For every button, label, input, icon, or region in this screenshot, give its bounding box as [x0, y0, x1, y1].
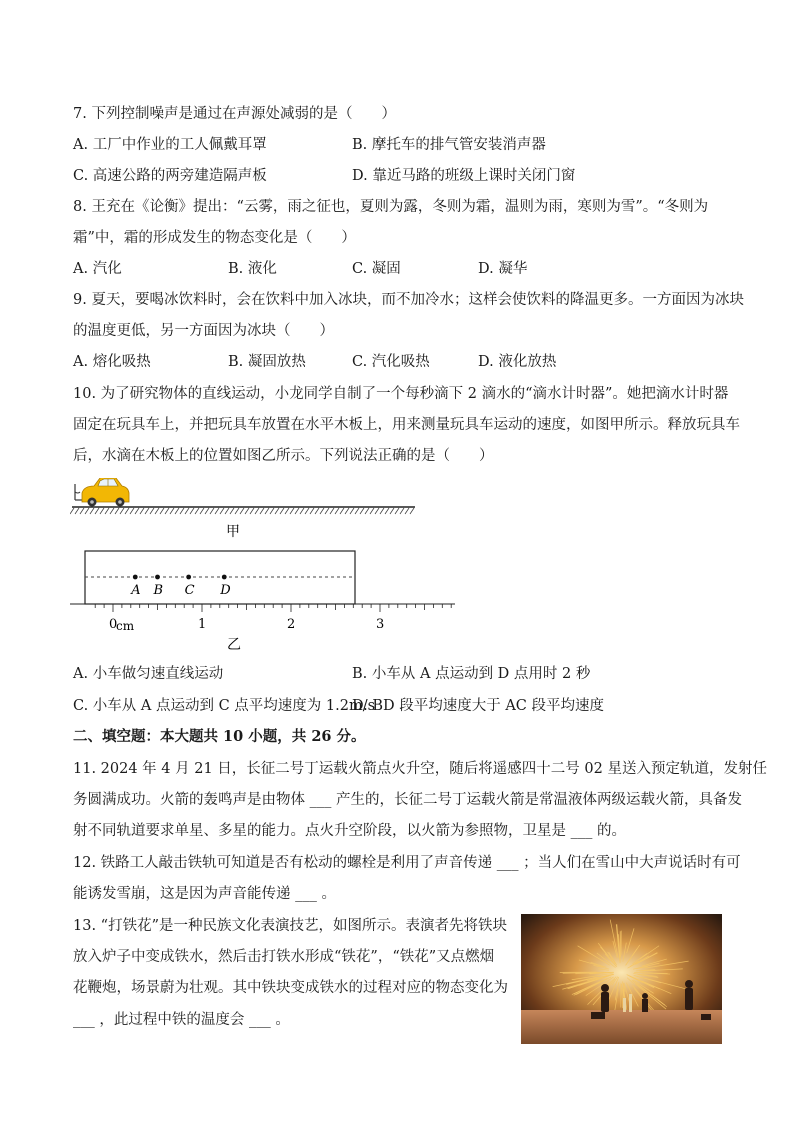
- q10-stem-line3: 后，水滴在木板上的位置如图乙所示。下列说法正确的是（ ）: [73, 448, 494, 464]
- q9-option-b: B. 凝固放热: [228, 354, 306, 370]
- hatch-mark: [230, 508, 234, 514]
- q9-stem-line2: 的温度更低，另一方面因为冰块（ ）: [73, 323, 334, 339]
- q7-option-c: C. 高速公路的两旁建造隔声板: [73, 168, 267, 184]
- hatch-mark: [370, 508, 374, 514]
- hatch-mark: [185, 508, 189, 514]
- water-drop-label: B: [153, 583, 164, 598]
- q13-line2: 放入炉子中变成铁水，然后击打铁水形成“铁花”，“铁花”又点燃烟: [73, 949, 495, 965]
- hatch-mark: [290, 508, 294, 514]
- toy-car-icon: [82, 478, 129, 507]
- hatch-mark: [115, 508, 119, 514]
- q8-option-a: A. 汽化: [73, 261, 122, 277]
- q9-option-c: C. 汽化吸热: [352, 354, 430, 370]
- hatch-mark: [320, 508, 324, 514]
- hatch-mark: [195, 508, 199, 514]
- q8-option-b: B. 液化: [228, 261, 277, 277]
- q9-option-d: D. 液化放热: [478, 354, 557, 370]
- figure-jia-caption: 甲: [226, 524, 240, 540]
- q9-stem-line1: 9. 夏天，要喝冰饮料时，会在饮料中加入冰块，而不加冷水；这样会使饮料的降温更多。一方面因为冰块: [73, 292, 744, 308]
- q8-stem-line2: 霜”中，霜的形成发生的物态变化是（ ）: [73, 230, 356, 246]
- hatch-mark: [85, 508, 89, 514]
- hatch-mark: [140, 508, 144, 514]
- water-drop-label: C: [184, 583, 195, 598]
- water-drop-point: [222, 575, 227, 580]
- figure-jia: [70, 478, 430, 540]
- hatch-mark: [160, 508, 164, 514]
- hatch-mark: [205, 508, 209, 514]
- q7-option-b: B. 摩托车的排气管安装消声器: [352, 137, 546, 153]
- hatch-mark: [360, 508, 364, 514]
- hatch-mark: [70, 508, 74, 514]
- ruler-tick-label: 3: [376, 617, 385, 632]
- hatch-mark: [340, 508, 344, 514]
- hatch-mark: [385, 508, 389, 514]
- ruler-tick-label: 2: [287, 617, 296, 632]
- drip-timer-icon: [75, 484, 82, 500]
- water-drop-label: D: [220, 583, 231, 598]
- hatch-mark: [260, 508, 264, 514]
- hatch-mark: [90, 508, 94, 514]
- q13-line3: 花鞭炮，场景蔚为壮观。其中铁块变成铁水的过程对应的物态变化为: [73, 980, 508, 996]
- figure-yi: [70, 545, 470, 657]
- hatch-mark: [95, 508, 99, 514]
- hatch-mark: [250, 508, 254, 514]
- hatch-mark: [330, 508, 334, 514]
- wooden-board: [70, 507, 415, 514]
- q7-stem: 7. 下列控制噪声是通过在声源处减弱的是（ ）: [73, 106, 396, 122]
- hatch-mark: [350, 508, 354, 514]
- hatch-mark: [125, 508, 129, 514]
- hatch-mark: [120, 508, 124, 514]
- hatch-mark: [130, 508, 134, 514]
- ruler-tick-label: 0: [109, 617, 118, 632]
- hatch-mark: [345, 508, 349, 514]
- q10-stem-line1: 10. 为了研究物体的直线运动，小龙同学自制了一个每秒滴下 2 滴水的“滴水计时器”。她把滴水计时器: [73, 386, 729, 402]
- ruler-unit: cm: [116, 619, 135, 633]
- hatch-mark: [225, 508, 229, 514]
- hatch-mark: [240, 508, 244, 514]
- q11-line3: 射不同轨道要求单星、多星的能力。点火升空阶段，以火箭为参照物，卫星是 ___ 的。: [73, 823, 626, 839]
- q8-option-d: D. 凝华: [478, 261, 528, 277]
- q9-option-a: A. 熔化吸热: [73, 354, 151, 370]
- q8-stem-line1: 8. 王充在《论衡》提出：“云雾，雨之征也，夏则为露，冬则为霜，温则为雨，寒则为雪”。“冬则为: [73, 199, 709, 215]
- q10-option-c: C. 小车从 A 点运动到 C 点平均速度为 1.2m/s: [73, 698, 376, 714]
- hatch-mark: [305, 508, 309, 514]
- hatch-mark: [395, 508, 399, 514]
- section2-heading: 二、填空题：本大题共 10 小题，共 26 分。: [73, 728, 366, 745]
- hatch-mark: [285, 508, 289, 514]
- ruler-tick-label: 1: [198, 617, 207, 632]
- water-drop-point: [186, 575, 191, 580]
- q12-line1: 12. 铁路工人敲击铁轨可知道是否有松动的螺栓是利用了声音传递 ___ ；当人们在雪山中大声说话时有可: [73, 855, 741, 871]
- hatch-mark: [270, 508, 274, 514]
- hatch-mark: [335, 508, 339, 514]
- hatch-mark: [100, 508, 104, 514]
- q7-option-d: D. 靠近马路的班级上课时关闭门窗: [352, 168, 576, 184]
- q12-line2: 能诱发雪崩，这是因为声音能传递 ___ 。: [73, 886, 336, 902]
- hatch-mark: [190, 508, 194, 514]
- hatch-mark: [110, 508, 114, 514]
- hatch-mark: [390, 508, 394, 514]
- q13-line4: ___ ，此过程中铁的温度会 ___ 。: [73, 1012, 290, 1028]
- water-drop-point: [155, 575, 160, 580]
- iron-flower-photo: [521, 914, 722, 1044]
- hatch-mark: [310, 508, 314, 514]
- hatch-mark: [175, 508, 179, 514]
- hatch-mark: [255, 508, 259, 514]
- hatch-mark: [355, 508, 359, 514]
- hatch-mark: [400, 508, 404, 514]
- hatch-mark: [275, 508, 279, 514]
- hatch-mark: [105, 508, 109, 514]
- q13-line1: 13. “打铁花”是一种民族文化表演技艺，如图所示。表演者先将铁块: [73, 918, 507, 934]
- hatch-mark: [300, 508, 304, 514]
- hatch-mark: [145, 508, 149, 514]
- hatch-mark: [75, 508, 79, 514]
- hatch-mark: [405, 508, 409, 514]
- figure-yi-caption: 乙: [227, 637, 241, 653]
- hatch-mark: [170, 508, 174, 514]
- hatch-mark: [165, 508, 169, 514]
- hatch-mark: [180, 508, 184, 514]
- hatch-mark: [200, 508, 204, 514]
- hatch-mark: [295, 508, 299, 514]
- q8-option-c: C. 凝固: [352, 261, 401, 277]
- hatch-mark: [380, 508, 384, 514]
- hatch-mark: [325, 508, 329, 514]
- q10-option-b: B. 小车从 A 点运动到 D 点用时 2 秒: [352, 666, 591, 682]
- hatch-mark: [150, 508, 154, 514]
- hatch-mark: [155, 508, 159, 514]
- q10-option-a: A. 小车做匀速直线运动: [73, 666, 224, 682]
- q7-option-a: A. 工厂中作业的工人佩戴耳罩: [73, 137, 267, 153]
- q10-stem-line2: 固定在玩具车上，并把玩具车放置在水平木板上，用来测量玩具车运动的速度，如图甲所示。释放玩具车: [73, 417, 740, 433]
- hatch-mark: [410, 508, 414, 514]
- hatch-mark: [365, 508, 369, 514]
- q10-option-d: D. BD 段平均速度大于 AC 段平均速度: [352, 698, 605, 714]
- hatch-mark: [245, 508, 249, 514]
- hatch-mark: [220, 508, 224, 514]
- hatch-mark: [80, 508, 84, 514]
- hatch-mark: [265, 508, 269, 514]
- water-drop-label: A: [131, 583, 141, 598]
- water-drop-point: [133, 575, 138, 580]
- hatch-mark: [280, 508, 284, 514]
- hatch-mark: [215, 508, 219, 514]
- q11-line2: 务圆满成功。火箭的轰鸣声是由物体 ___ 产生的，长征二号丁运载火箭是常温液体两级运载火箭，具备发: [73, 792, 742, 808]
- hatch-mark: [210, 508, 214, 514]
- hatch-mark: [375, 508, 379, 514]
- q11-line1: 11. 2024 年 4 月 21 日，长征二号丁运载火箭点火升空，随后将遥感四十二号 02 星送入预定轨道，发射任: [73, 761, 767, 777]
- hatch-mark: [135, 508, 139, 514]
- hatch-mark: [235, 508, 239, 514]
- hatch-mark: [315, 508, 319, 514]
